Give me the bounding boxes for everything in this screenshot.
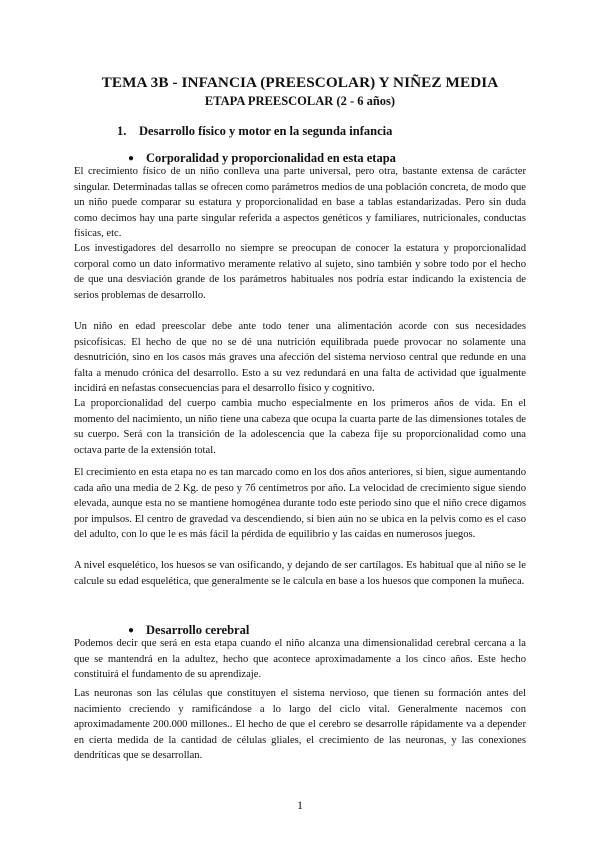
document-title: TEMA 3B - INFANCIA (PREESCOLAR) Y NIÑEZ MEDIA <box>101 74 499 91</box>
paragraph: Los investigadores del desarrollo no siempre se preocupan de conocer la estatura y proporcionalidad corporal como un dato informativo meramente relativo al sujeto, sino también y sobre todo por el hecho de que una desviación grande de los parámetros habituales nos podría estar indicando la existencia de serios problemas de desarrollo. <box>74 243 526 301</box>
paragraph: Las neuronas son las células que constituyen el sistema nervioso, que tienen su formación antes del nacimiento creciendo y ramificándose a lo largo del ciclo vital. Generalmente nacemos con aproximadamente 200.000 millones.. El hecho de que el cerebro se desarrolle rápidamente va a depender en cierta medida de la cantidad de células gliales, el crecimiento de las neuronas, y las conexiones dendríticas que se desarrollan. <box>74 688 526 761</box>
paragraph: La proporcionalidad del cuerpo cambia mucho especialmente en los primeros años de vida. En el momento del nacimiento, un niño tiene una cabeza que ocupa la cuarta parte de las dimensiones totales de su cuerpo. Será con la transición de la adolescencia que la cabeza fije su proporcionalidad como una octava parte de la extensión total. <box>74 398 526 456</box>
section-heading-1 <box>117 123 392 139</box>
paragraph: A nivel esquelético, los huesos se van osificando, y dejando de ser cartílagos. Es habitual que al niño se le calcule su edad esquelética, que generalmente se le calcula en base a los huesos que componen la muñeca. <box>74 560 526 587</box>
paragraph: El crecimiento físico de un niño conlleva una parte universal, pero otra, bastante extensa de carácter singular. Determinadas tallas se ofrecen como parámetros medios de una población concreta, de modo que un niño puede comparar su estatura y proporcionalidad en base a tablas estandarizadas. Pero sin duda como decimos hay una parte singular referida a aspectos genéticos y familiares, nutricionales, conductas físicas, etc. <box>74 166 526 239</box>
paragraph: Podemos decir que será en esta etapa cuando el niño alcanza una dimensionalidad cerebral cercana a la que se mantendrá en la adultez, hecho que acontece aproximadamente a los cinco años. Este hecho constituirá el fundamento de su aprendizaje. <box>74 638 526 680</box>
page-number: 1 <box>297 798 303 812</box>
section-number: 1. <box>117 124 127 138</box>
paragraph: Un niño en edad preescolar debe ante todo tener una alimentación acorde con sus necesidades psicofísicas. El hecho de que no se dé una nutrición equilibrada puede provocar no solamente una desnutrición, sino en los casos más graves una afección del sistema nervioso central que redunde en una falta a menudo crónica del desarrollo. Esto a su vez redundará en una falta de actividad que igualmente incidirá en nefastas consecuencias para el desarrollo físico y cognitivo. <box>74 321 526 394</box>
subsection-heading-text: Desarrollo cerebral <box>146 623 250 637</box>
paragraph: El crecimiento en esta etapa no es tan marcado como en los dos años anteriores, si bien, sigue aumentando cada año una media de 2 Kg. de peso y 7б centímetros por año. La velocidad de crecimiento sigue siendo elevada, aunque esta no se mantiene homogénea durante todo este periodo sino que el niño crece digamos por impulsos. El centro de gravedad va descendiendo, si bien aún no se ubica en la pelvis como es el caso del adulto, con lo que le es más fácil la pérdida de equilibrio y las caídas en numerosos juegos. <box>74 467 526 540</box>
bullet-icon: ● <box>128 625 135 636</box>
subsection-heading-text: Corporalidad y proporcionalidad en esta etapa <box>146 151 396 165</box>
section-heading-text: Desarrollo físico y motor en la segunda infancia <box>139 124 393 138</box>
document-subtitle: ETAPA PREESCOLAR (2 - 6 años) <box>204 94 396 108</box>
bullet-icon: ● <box>128 153 135 164</box>
